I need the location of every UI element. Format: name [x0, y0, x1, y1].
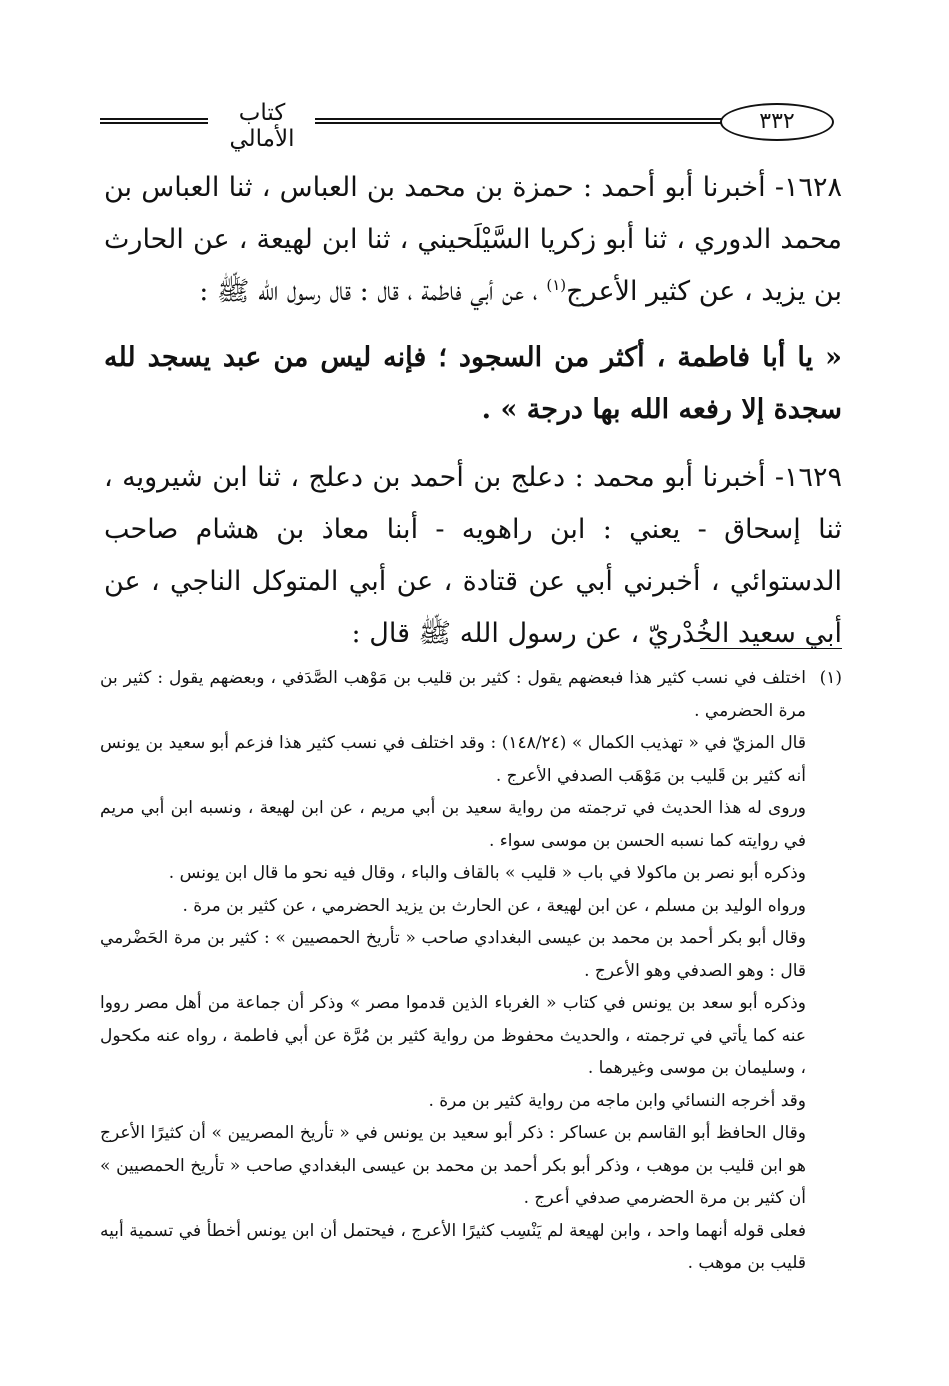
footnote-line: [100, 662, 842, 727]
footnote-text: اختلف في نسب كثير هذا فبعضهم يقول : كثير بن قليب بن مَوْهب الصَّدَفي ، وبعضهم يقول : كثير بن مرة الحضرمي .: [100, 668, 806, 721]
footnotes: [100, 662, 842, 1280]
footnote-line: وقد أخرجه النسائي وابن ماجه من رواية كثير بن مرة .: [428, 1090, 806, 1111]
footnote-line: وقال أبو بكر أحمد بن محمد بن عيسى البغدادي صاحب « تأريخ الحمصيين » : كثير بن مرة الحَضْرمي قال : وهو الصدفي وهو الأعرج .: [100, 928, 806, 981]
footnote-marker: (١): [819, 668, 842, 688]
footnote-line: قال المزيّ في « تهذيب الكمال » (١٤٨/٢٤) : وقد اختلف في نسب كثير هذا فزعم أبو سعيد بن يونس أنه كثير بن قَليب بن مَوْهَب الصدفي الأعرج .: [100, 733, 806, 786]
footnote-line: وروى له هذا الحديث في ترجمته من رواية سعيد بن أبي مريم ، عن ابن لهيعة ، ونسبه ابن أبي مريم في روايته كما نسبه الحسن بن موسى سواء .: [100, 798, 806, 851]
footnote-line: وذكره أبو نصر بن ماكولا في باب « قليب » بالقاف والباء ، وقال فيه نحو ما قال ابن يونس .: [168, 863, 806, 883]
paragraph-1628: [104, 162, 842, 318]
page-header: [100, 100, 845, 152]
paragraph-1628-part-2: ، عن أبي فاطمة ، قال : قال رسول الله ﷺ :: [199, 276, 538, 307]
footnote-line: وقال الحافظ أبو القاسم بن عساكر : ذكر أبو سعيد بن يونس في « تأريخ المصريين » أن كثيرًا الأعرج هو ابن قليب بن موهب ، وذكر أبو بكر أحمد بن محمد بن عيسى البغدادي صاحب « تأريخ الحمصيين » أن كثير بن مرة الحضرمي صدفي أعرج .: [100, 1123, 806, 1208]
footnote-line: وذكره أبو سعد بن يونس في كتاب « الغرباء الذين قدموا مصر » وذكر أن جماعة من أهل مصر رووا عنه كما يأتي في ترجمته ، والحديث محفوظ من رواية كثير بن مُرَّة عن أبي فاطمة ، رواه عنه مكحول ، وسليمان بن موسى وغيرهما .: [100, 993, 806, 1078]
main-text: [104, 162, 842, 660]
footnote-line: ورواه الوليد بن مسلم ، عن ابن لهيعة ، عن الحارث بن يزيد الحضرمي ، عن كثير بن مرة .: [182, 895, 806, 916]
paragraph-1628-part-1: ١٦٢٨- أخبرنا أبو أحمد : حمزة بن محمد بن العباس ، ثنا العباس بن محمد الدوري ، ثنا أبو زكريا السَّيْلَحيني ، ثنا ابن لهيعة ، عن الحارث بن يزيد ، عن كثير الأعرج: [104, 172, 842, 307]
footnote-line: فعلى قوله أنهما واحد ، وابن لهيعة لم يَنْسِب كثيرًا الأعرج ، فيحتمل أن ابن يونس أخطأ في تسمية أبيه قليب بن موهب .: [100, 1220, 806, 1273]
footnote-separator: [700, 648, 842, 649]
running-title: كتاب الأمالي: [229, 100, 295, 152]
footnote-ref: (١): [546, 276, 567, 294]
header-rule-left: [100, 118, 208, 124]
page-number: ٣٣٢: [720, 103, 834, 141]
hadith-text: « يا أبا فاطمة ، أكثر من السجود ؛ فإنه ليس من عبد يسجد لله سجدة إلا رفعه الله بها درجة » .: [104, 342, 842, 425]
paragraph-1629: ١٦٢٩- أخبرنا أبو محمد : دعلج بن أحمد بن دعلج ، ثنا ابن شيرويه ، ثنا إسحاق - يعني : ابن راهويه - أبنا معاذ بن هشام صاحب الدستوائي ، أخبرني أبي عن قتادة ، عن أبي المتوكل الناجي ، عن أبي سعيد الخُدْريّ ، عن رسول الله ﷺ قال :: [104, 462, 842, 649]
